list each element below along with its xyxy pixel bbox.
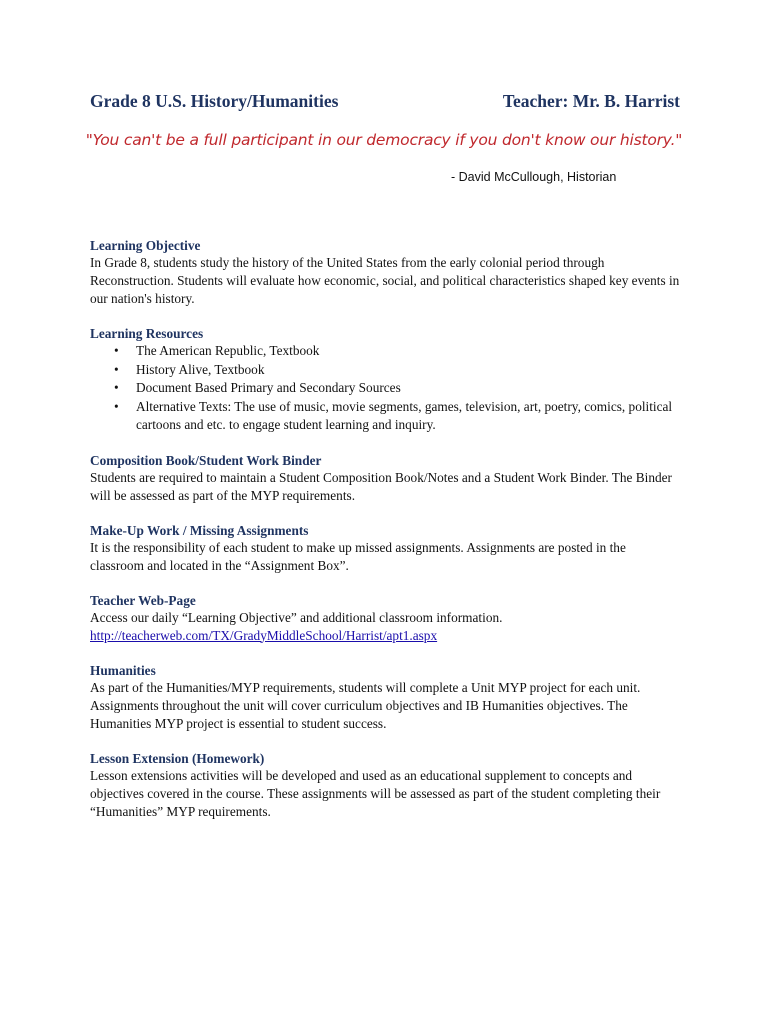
bullet-icon: • <box>114 398 119 414</box>
section-body: In Grade 8, students study the history of the United States from the early colonial period through Reconstruction. Students will evaluate how economic, social, and political characteristics shaped key events in our nation's history. <box>90 255 680 306</box>
section-body: Access our daily “Learning Objective” and additional classroom information. <box>90 609 503 625</box>
section-title: Learning Objective <box>90 238 201 253</box>
list-item <box>90 361 682 380</box>
bullet-icon: • <box>114 380 119 395</box>
section-make-up-work <box>90 522 682 575</box>
resource-list <box>90 342 682 435</box>
section-title: Composition Book/Student Work Binder <box>90 452 322 468</box>
bullet-icon: • <box>114 343 119 358</box>
list-item-text: Alternative Texts: The use of music, movie segments, games, television, art, poetry, comics, political cartoons and etc. to engage student learning and inquiry. <box>136 398 673 432</box>
document-sections <box>90 237 682 838</box>
section-body: As part of the Humanities/MYP requirements, students will complete a Unit MYP project for each unit. Assignments throughout the unit will cover curriculum objectives and IB Humanities objectives. The Humanities MYP project is essential to student success. <box>90 679 641 731</box>
document-header <box>90 91 680 115</box>
teacher-name: Teacher: Mr. B. Harrist <box>502 91 680 111</box>
quote-text: "You can't be a full participant in our democracy if you don't know our history." <box>85 131 683 149</box>
section-body: Lesson extensions activities will be developed and used as an educational supplement to concepts and objectives covered in the course. These assignments will be assessed as part of the student completing their “Humanities” MYP requirements. <box>90 767 661 819</box>
list-item <box>90 379 682 398</box>
bullet-icon: • <box>114 361 119 377</box>
list-item <box>90 398 682 435</box>
section-humanities <box>90 662 682 733</box>
section-title: Learning Resources <box>90 326 204 341</box>
section-body: It is the responsibility of each student to make up missed assignments. Assignments are posted in the classroom and located in the “Assignment Box”. <box>90 539 626 573</box>
section-learning-resources <box>90 325 682 435</box>
section-learning-objective <box>90 237 682 308</box>
section-title: Humanities <box>90 662 156 678</box>
section-title: Lesson Extension (Homework) <box>90 750 265 766</box>
list-item-text: The American Republic, Textbook <box>136 343 320 358</box>
list-item-text: History Alive, Textbook <box>136 361 265 377</box>
section-composition-book <box>90 452 682 505</box>
teacher-web-link[interactable]: http://teacherweb.com/TX/GradyMiddleSchool/Harrist/apt1.aspx <box>90 627 438 643</box>
section-teacher-web-page <box>90 592 682 645</box>
section-title: Make-Up Work / Missing Assignments <box>90 522 309 538</box>
section-title: Teacher Web-Page <box>90 592 196 608</box>
list-item <box>90 342 682 361</box>
list-item-text: Document Based Primary and Secondary Sources <box>136 380 401 395</box>
quote-attribution: - David McCullough, Historian <box>451 170 617 184</box>
course-title: Grade 8 U.S. History/Humanities <box>90 91 339 111</box>
section-body: Students are required to maintain a Student Composition Book/Notes and a Student Work Binder. The Binder will be assessed as part of the MYP requirements. <box>90 469 672 503</box>
section-lesson-extension <box>90 750 682 821</box>
